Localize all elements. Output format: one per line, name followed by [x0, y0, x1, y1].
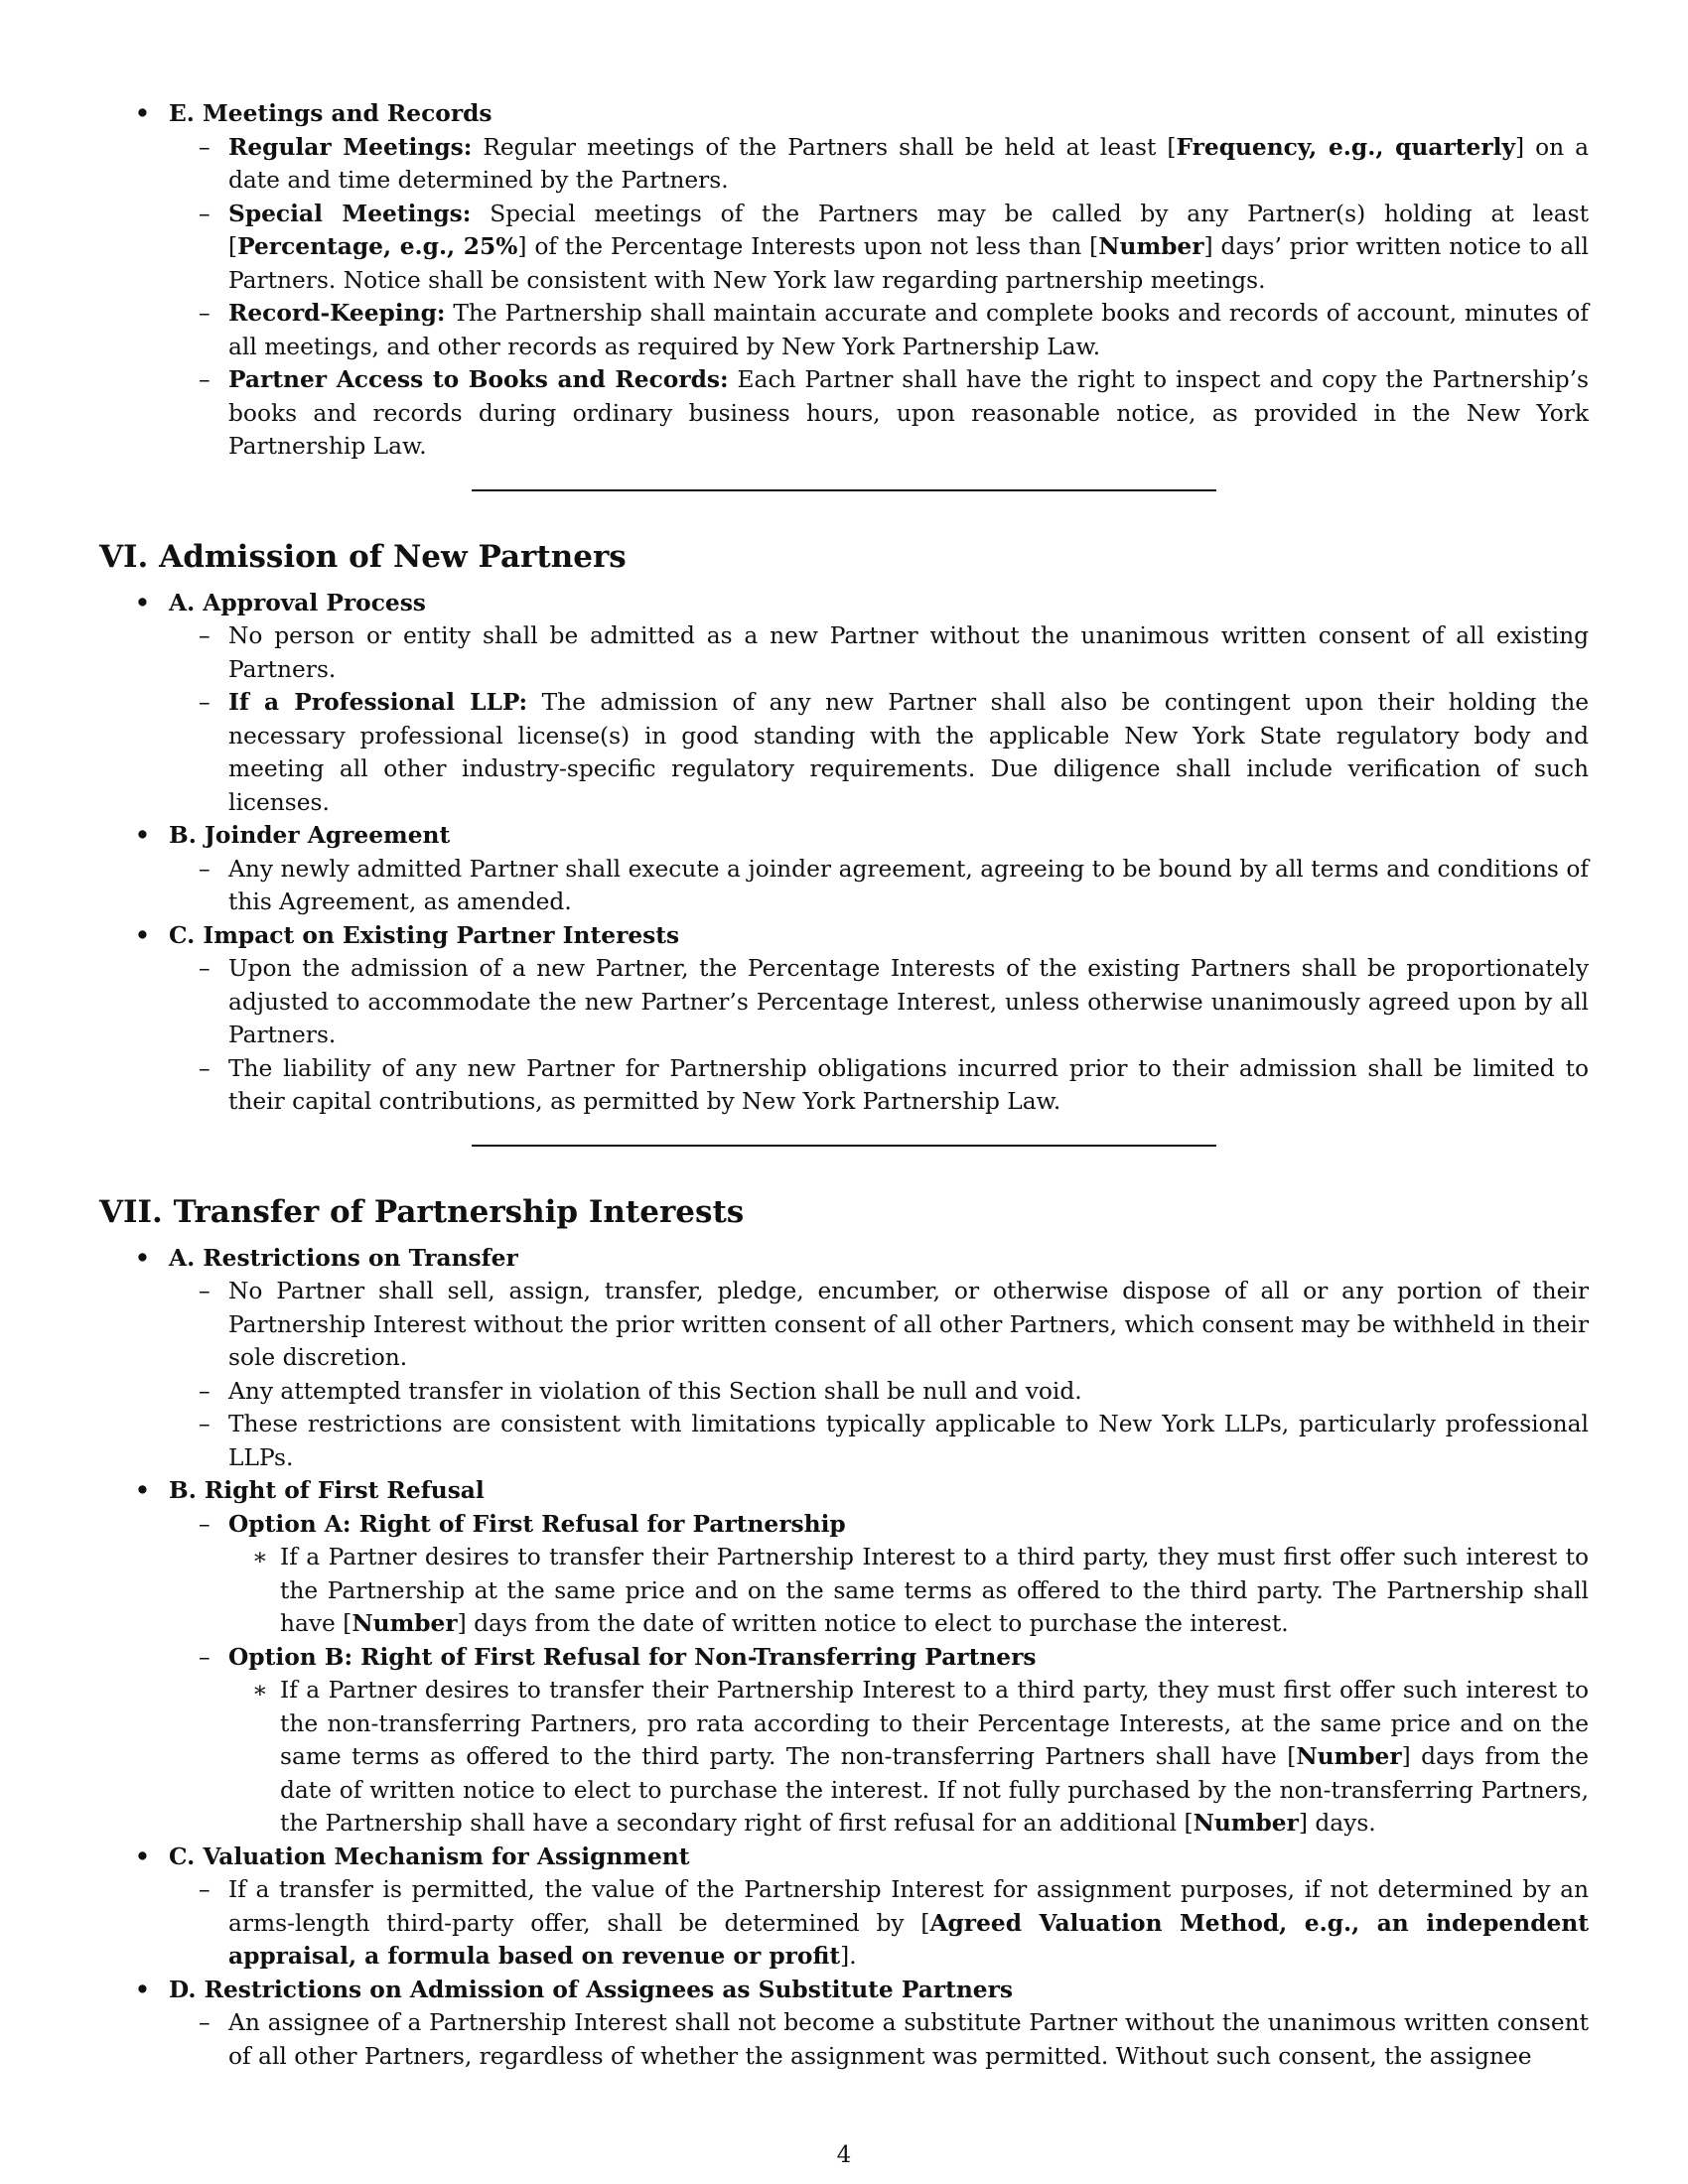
- section-vi-heading: VI. Admission of New Partners: [99, 538, 627, 575]
- dash-marker: –: [199, 300, 211, 327]
- placeholder-field: Number: [1193, 1810, 1299, 1837]
- item-text: An assignee of a Partnership Interest shall not become a substitute Partner without the unanimous written consent of all other Partners, regardless of whether the assignment was permitted. Without such consent, the assignee: [228, 2009, 1589, 2070]
- item-label: Record-Keeping:: [228, 300, 446, 327]
- bullet-marker: •: [135, 1244, 150, 1272]
- placeholder-field: Number: [1296, 1743, 1402, 1770]
- bullet-marker: •: [135, 822, 150, 849]
- dash-marker: –: [199, 1278, 211, 1304]
- section-vii-c: [99, 1841, 1589, 1874]
- dash-marker: –: [199, 689, 211, 716]
- list-item: [99, 1052, 1589, 1119]
- bullet-marker: •: [135, 1843, 150, 1870]
- option-label: Option B: Right of First Refusal for Non-Transferring Partners: [228, 1643, 1037, 1671]
- item-label: If a Professional LLP:: [228, 689, 528, 716]
- list-item: [99, 1873, 1589, 1974]
- item-text: Regular meetings of the Partners shall be held at least [: [472, 133, 1177, 161]
- list-item: [99, 1275, 1589, 1375]
- document-page: [99, 97, 1589, 2073]
- star-marker: ∗: [252, 1677, 268, 1704]
- bullet-marker: •: [135, 589, 150, 616]
- dash-marker: –: [199, 1377, 211, 1405]
- option-b-title: [99, 1641, 1589, 1675]
- section-vii-list: [99, 1242, 1589, 2074]
- placeholder-field: Frequency, e.g., quarterly: [1176, 133, 1515, 161]
- section-divider: [472, 1145, 1216, 1147]
- list-item: [99, 952, 1589, 1052]
- item-text: ] days from the date of written notice to elect to purchase the interest.: [457, 1610, 1289, 1637]
- list-item: [99, 1674, 1589, 1841]
- dash-marker: –: [199, 133, 211, 161]
- dash-marker: –: [199, 200, 211, 227]
- subsection-title: B. Joinder Agreement: [169, 822, 451, 849]
- item-text: Any newly admitted Partner shall execute a joinder agreement, agreeing to be bound by all terms and conditions of this Agreement, as amended.: [228, 855, 1589, 915]
- list-item: [99, 1375, 1589, 1409]
- section-vii-a: [99, 1242, 1589, 1276]
- section-e-list: [99, 97, 1589, 464]
- dash-marker: –: [199, 1411, 211, 1437]
- dash-marker: –: [199, 1643, 211, 1671]
- item-text: Upon the admission of a new Partner, the Percentage Interests of the existing Partners shall be proportionately adjusted to accommodate the new Partner’s Percentage Interest, unless otherwise unanimously agreed upon by all Partners.: [228, 955, 1589, 1048]
- option-a-title: [99, 1508, 1589, 1542]
- dash-marker: –: [199, 366, 211, 393]
- item-text: These restrictions are consistent with limitations typically applicable to New York LLPs, particularly professional LLPs.: [228, 1411, 1589, 1471]
- section-vi-b: [99, 819, 1589, 853]
- list-item: [99, 853, 1589, 919]
- item-label: Partner Access to Books and Records:: [228, 366, 729, 393]
- item-text: The Partnership shall maintain accurate and complete books and records of account, minutes of all meetings, and other records as required by New York Partnership Law.: [228, 300, 1589, 360]
- item-text: ] days’ prior written notice to all Partners. Notice shall be consistent with New York law regarding partnership meetings.: [228, 233, 1589, 294]
- item-label: Special Meetings:: [228, 200, 472, 227]
- item-text: If a Partner desires to transfer their Partnership Interest to a third party, they must first offer such interest to the non-transferring Partners, pro rata according to their Percentage Interests, at the same price and on the same terms as offered to the third party. The non-transferring Partners shall have [: [280, 1677, 1589, 1770]
- placeholder-field: Number: [1098, 233, 1204, 260]
- item-text: No Partner shall sell, assign, transfer, pledge, encumber, or otherwise dispose of all or any portion of their Partnership Interest without the prior written consent of all other Partners, which consent may be withheld in their sole discretion.: [228, 1278, 1589, 1371]
- item-text: ] days from the date of written notice to elect to purchase the interest. If not fully purchased by the non-transferring Partners, the Partnership shall have a secondary right of first refusal for an additional [: [280, 1743, 1589, 1837]
- dash-marker: –: [199, 1510, 211, 1538]
- page-number: 4: [836, 2142, 852, 2168]
- item-text: The liability of any new Partner for Partnership obligations incurred prior to their admission shall be limited to their capital contributions, as permitted by New York Partnership Law.: [228, 1054, 1589, 1115]
- list-item: [99, 2006, 1589, 2073]
- section-vi-a: [99, 587, 1589, 620]
- subsection-title: A. Approval Process: [169, 589, 426, 616]
- dash-marker: –: [199, 855, 211, 883]
- section-e: [99, 97, 1589, 131]
- item-text: If a Partner desires to transfer their Partnership Interest to a third party, they must first offer such interest to the Partnership at the same price and on the same terms as offered to the third party. The Partnership shall have [: [280, 1544, 1589, 1637]
- section-vii-d: [99, 1974, 1589, 2007]
- bullet-marker: •: [135, 1477, 150, 1504]
- list-item: [99, 1408, 1589, 1474]
- list-item: [99, 131, 1589, 198]
- placeholder-field: Percentage, e.g., 25%: [237, 233, 518, 260]
- dash-marker: –: [199, 2009, 211, 2036]
- section-vii-heading: VII. Transfer of Partnership Interests: [99, 1193, 745, 1230]
- subsection-title: D. Restrictions on Admission of Assignees as Substitute Partners: [169, 1976, 1013, 2003]
- item-text: Special meetings of the Partners may be called by any Partner(s) holding at least [: [228, 200, 1590, 260]
- section-divider: [472, 489, 1216, 491]
- placeholder-field: Agreed Valuation Method, e.g., an independent appraisal, a formula based on revenue or profit: [228, 1909, 1590, 1970]
- item-text: Each Partner shall have the right to inspect and copy the Partnership’s books and records during ordinary business hours, upon reasonable notice, as provided in the New York Partnership Law.: [228, 366, 1589, 460]
- item-text: ] of the Percentage Interests upon not less than [: [517, 233, 1099, 260]
- list-item: [99, 1541, 1589, 1641]
- dash-marker: –: [199, 1054, 211, 1082]
- bullet-marker: •: [135, 100, 150, 127]
- bullet-marker: •: [135, 1976, 150, 2003]
- item-text: Any attempted transfer in violation of this Section shall be null and void.: [228, 1377, 1082, 1405]
- item-text: ] on a date and time determined by the Partners.: [228, 133, 1589, 194]
- item-text: No person or entity shall be admitted as a new Partner without the unanimous written consent of all existing Partners.: [228, 622, 1589, 683]
- section-vii-b: [99, 1474, 1589, 1508]
- item-text: If a transfer is permitted, the value of the Partnership Interest for assignment purposes, if not determined by an arms-length third-party offer, shall be determined by [: [228, 1876, 1589, 1937]
- item-text: The admission of any new Partner shall also be contingent upon their holding the necessary professional license(s) in good standing with the applicable New York State regulatory body and meeting all other industry-specific regulatory requirements. Due diligence shall include verification of such licenses.: [228, 689, 1589, 816]
- subsection-title: C. Valuation Mechanism for Assignment: [169, 1843, 690, 1870]
- list-item: [99, 363, 1589, 464]
- placeholder-field: Number: [352, 1610, 458, 1637]
- list-item: [99, 619, 1589, 686]
- dash-marker: –: [199, 1876, 211, 1903]
- bullet-marker: •: [135, 921, 150, 949]
- item-text: ].: [840, 1943, 857, 1970]
- section-vi-list: [99, 587, 1589, 1119]
- list-item: [99, 198, 1589, 298]
- section-e-title: E. Meetings and Records: [169, 100, 492, 127]
- subsection-title: B. Right of First Refusal: [169, 1477, 485, 1504]
- item-label: Regular Meetings:: [228, 133, 473, 161]
- star-marker: ∗: [252, 1544, 268, 1570]
- dash-marker: –: [199, 622, 211, 649]
- section-vi-c: [99, 919, 1589, 953]
- list-item: [99, 686, 1589, 819]
- item-text: ] days.: [1298, 1810, 1376, 1837]
- dash-marker: –: [199, 955, 211, 982]
- list-item: [99, 297, 1589, 363]
- option-label: Option A: Right of First Refusal for Partnership: [228, 1510, 846, 1538]
- subsection-title: C. Impact on Existing Partner Interests: [169, 921, 680, 949]
- subsection-title: A. Restrictions on Transfer: [169, 1244, 518, 1272]
